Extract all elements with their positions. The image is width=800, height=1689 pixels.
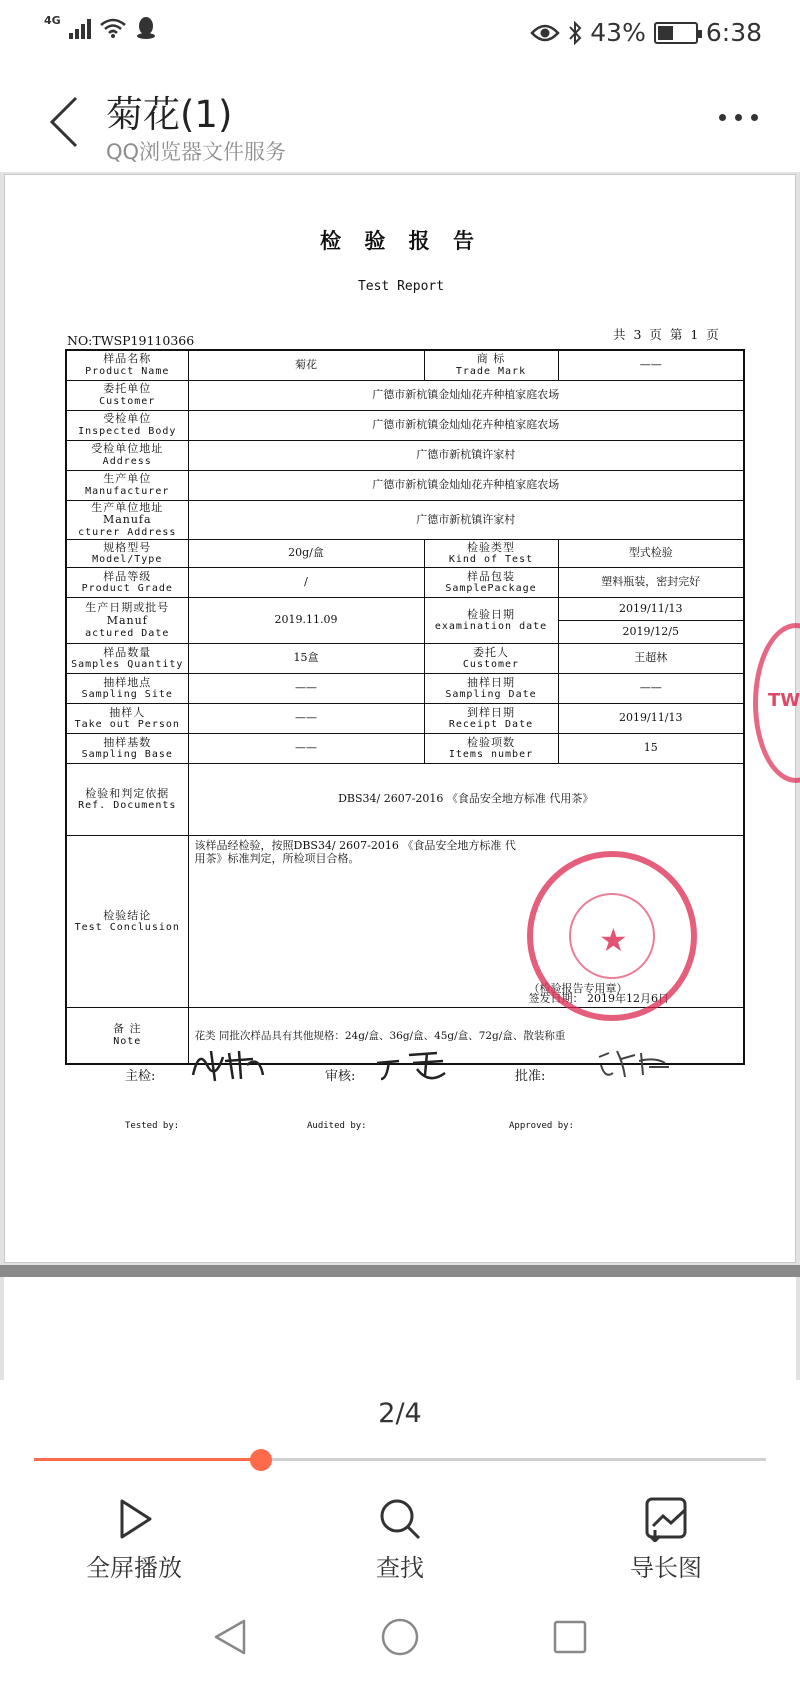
field-label: 生产日期或批号Manuf actured Date [66, 598, 188, 644]
field-value: 菊花 [188, 350, 424, 380]
page-indicator [0, 1380, 800, 1490]
report-page-info: 共 3 页 第 1 页 [613, 327, 721, 342]
side-seal-stamp [753, 623, 800, 783]
report-number: NO:TWSP19110366 [67, 333, 195, 348]
battery-percent: 43% [590, 18, 646, 47]
table-row [66, 568, 744, 598]
field-value: —— [188, 704, 424, 734]
find-label: 查找 [376, 1554, 424, 1582]
field-value: 型式检验 [558, 540, 744, 568]
export-long-image-label: 导长图 [630, 1554, 702, 1582]
table-row [66, 704, 744, 734]
bottom-toolbar [0, 1490, 800, 1587]
field-label: 规格型号 Model/Type [66, 540, 188, 568]
field-label: 商 标 Trade Mark [424, 350, 558, 380]
export-long-image-button[interactable] [566, 1494, 766, 1583]
nav-recents-button[interactable] [546, 1613, 594, 1661]
conclusion-date: 签发日期： 2019年12月6日 [528, 991, 669, 1005]
search-icon [377, 1496, 423, 1542]
audited-label-en: Audited by: [307, 1121, 367, 1131]
table-row [66, 410, 744, 440]
square-recents-icon [552, 1619, 588, 1655]
tester-signature-image [189, 1045, 269, 1092]
table-row [66, 380, 744, 410]
star-icon: ★ [599, 921, 628, 959]
nav-home-button[interactable] [376, 1613, 424, 1661]
field-value: 15盒 [188, 644, 424, 674]
eye-comfort-icon [530, 23, 560, 43]
field-label: 受检单位地址 Address [66, 440, 188, 470]
report-title: 检 验 报 告 [320, 229, 482, 253]
field-label: 委托人 Customer [424, 644, 558, 674]
field-label: 到样日期 Receipt Date [424, 704, 558, 734]
long-image-icon [641, 1496, 691, 1542]
field-value: —— [188, 734, 424, 764]
table-row [66, 470, 744, 500]
table-row [66, 540, 744, 568]
status-right [530, 18, 762, 47]
page-counter: 2/4 [378, 1398, 422, 1429]
field-label: 抽样基数 Sampling Base [66, 734, 188, 764]
nav-back-button[interactable] [206, 1613, 254, 1661]
field-label: 检验项数 Items number [424, 734, 558, 764]
table-row [66, 764, 744, 836]
status-left [44, 13, 157, 40]
field-label: 备 注 Note [66, 1008, 188, 1064]
clock: 6:38 [705, 18, 762, 47]
field-value: 2019.11.09 [188, 598, 424, 644]
table-row [66, 598, 744, 621]
field-label: 抽样日期 Sampling Date [424, 674, 558, 704]
bluetooth-icon [568, 21, 582, 45]
report-subtitle: Test Report [357, 279, 445, 294]
circle-home-icon [380, 1617, 420, 1657]
signature-row [125, 1045, 745, 1095]
tested-label: 主检: [125, 1069, 156, 1084]
field-value: 2019/11/13 [558, 598, 744, 621]
side-seal-text: TW [768, 690, 800, 711]
document-viewer[interactable] [0, 172, 800, 1380]
red-seal-stamp [527, 851, 697, 1021]
table-row [66, 350, 744, 380]
find-button[interactable] [300, 1494, 500, 1583]
fullscreen-play-label: 全屏播放 [86, 1554, 182, 1582]
app-header [0, 70, 800, 172]
field-label: 生产单位 Manufacturer [66, 470, 188, 500]
page-subtitle: QQ浏览器文件服务 [106, 140, 287, 164]
table-row [66, 644, 744, 674]
triangle-back-icon [212, 1617, 248, 1657]
field-label: 检验和判定依据 Ref. Documents [66, 764, 188, 836]
field-label: 委托单位 Customer [66, 380, 188, 410]
table-row [66, 440, 744, 470]
field-value: 广德市新杭镇金灿灿花卉种植家庭农场 [188, 380, 744, 410]
field-value: 王超林 [558, 644, 744, 674]
field-value: 广德市新杭镇金灿灿花卉种植家庭农场 [188, 410, 744, 440]
page-divider [0, 1265, 800, 1277]
field-label: 检验类型 Kind of Test [424, 540, 558, 568]
next-document-page [4, 1277, 796, 1380]
field-label: 生产单位地址Manufa cturer Address [66, 500, 188, 540]
field-value: DBS34/ 2607-2016 《食品安全地方标准 代用茶》 [188, 764, 744, 836]
field-label: 样品包装 SamplePackage [424, 568, 558, 598]
battery-icon [654, 22, 698, 44]
conclusion-seal-label: （检验报告专用章） [528, 981, 628, 995]
field-value: 花类 同批次样品具有其他规格：24g/盒、36g/盒、45g/盒、72g/盒、散装称重 [188, 1008, 744, 1064]
field-label: 检验日期 examination date [424, 598, 558, 644]
field-label: 样品数量 Samples Quantity [66, 644, 188, 674]
auditor-signature-image [373, 1045, 453, 1092]
field-value: 广德市新杭镇许家村 [188, 440, 744, 470]
approved-label-en: Approved by: [509, 1121, 575, 1131]
dot-icon [751, 114, 758, 121]
signal-icon [69, 17, 91, 39]
field-value: 塑料瓶装，密封完好 [558, 568, 744, 598]
field-value: 20g/盒 [188, 540, 424, 568]
tested-label-en: Tested by: [125, 1121, 180, 1131]
field-value: 15 [558, 734, 744, 764]
table-row [66, 734, 744, 764]
more-options-button[interactable] [719, 114, 758, 121]
system-nav-bar [0, 1587, 800, 1689]
page-title: 菊花(1) [106, 93, 233, 136]
back-button[interactable] [44, 92, 94, 152]
audited-label: 审核: [325, 1069, 356, 1084]
approved-label: 批准: [515, 1069, 546, 1084]
field-label: 受检单位 Inspected Body [66, 410, 188, 440]
network-label: 4G [44, 13, 61, 27]
field-label: 样品等级 Product Grade [66, 568, 188, 598]
field-value: / [188, 568, 424, 598]
approver-signature-image [595, 1045, 675, 1092]
table-row [66, 674, 744, 704]
field-value: —— [558, 350, 744, 380]
slider-fill [34, 1458, 261, 1461]
field-value: 2019/11/13 [558, 704, 744, 734]
field-value: —— [188, 674, 424, 704]
field-label: 抽样人 Take out Person [66, 704, 188, 734]
field-value: 广德市新杭镇许家村 [188, 500, 744, 540]
qq-notification-icon [135, 16, 157, 40]
fullscreen-play-button[interactable] [34, 1494, 234, 1583]
field-value: 广德市新杭镇金灿灿花卉种植家庭农场 [188, 470, 744, 500]
field-value: 2019/12/5 [558, 621, 744, 644]
slider-thumb[interactable] [250, 1449, 272, 1471]
play-icon [112, 1497, 156, 1541]
field-label: 检验结论 Test Conclusion [66, 836, 188, 1008]
conclusion-text: 该样品经检验，按照DBS34/ 2607-2016 《食品安全地方标准 代用茶》标准判定，所检项目合格。 [194, 839, 516, 865]
chevron-left-icon [44, 92, 84, 152]
field-label: 样品名称 Product Name [66, 350, 188, 380]
dot-icon [735, 114, 742, 121]
document-page [4, 174, 800, 1263]
page-slider[interactable] [34, 1458, 766, 1461]
dot-icon [719, 114, 726, 121]
status-bar [0, 0, 800, 70]
field-value: —— [558, 674, 744, 704]
wifi-icon [99, 17, 127, 39]
table-row [66, 500, 744, 540]
field-label: 抽样地点 Sampling Site [66, 674, 188, 704]
